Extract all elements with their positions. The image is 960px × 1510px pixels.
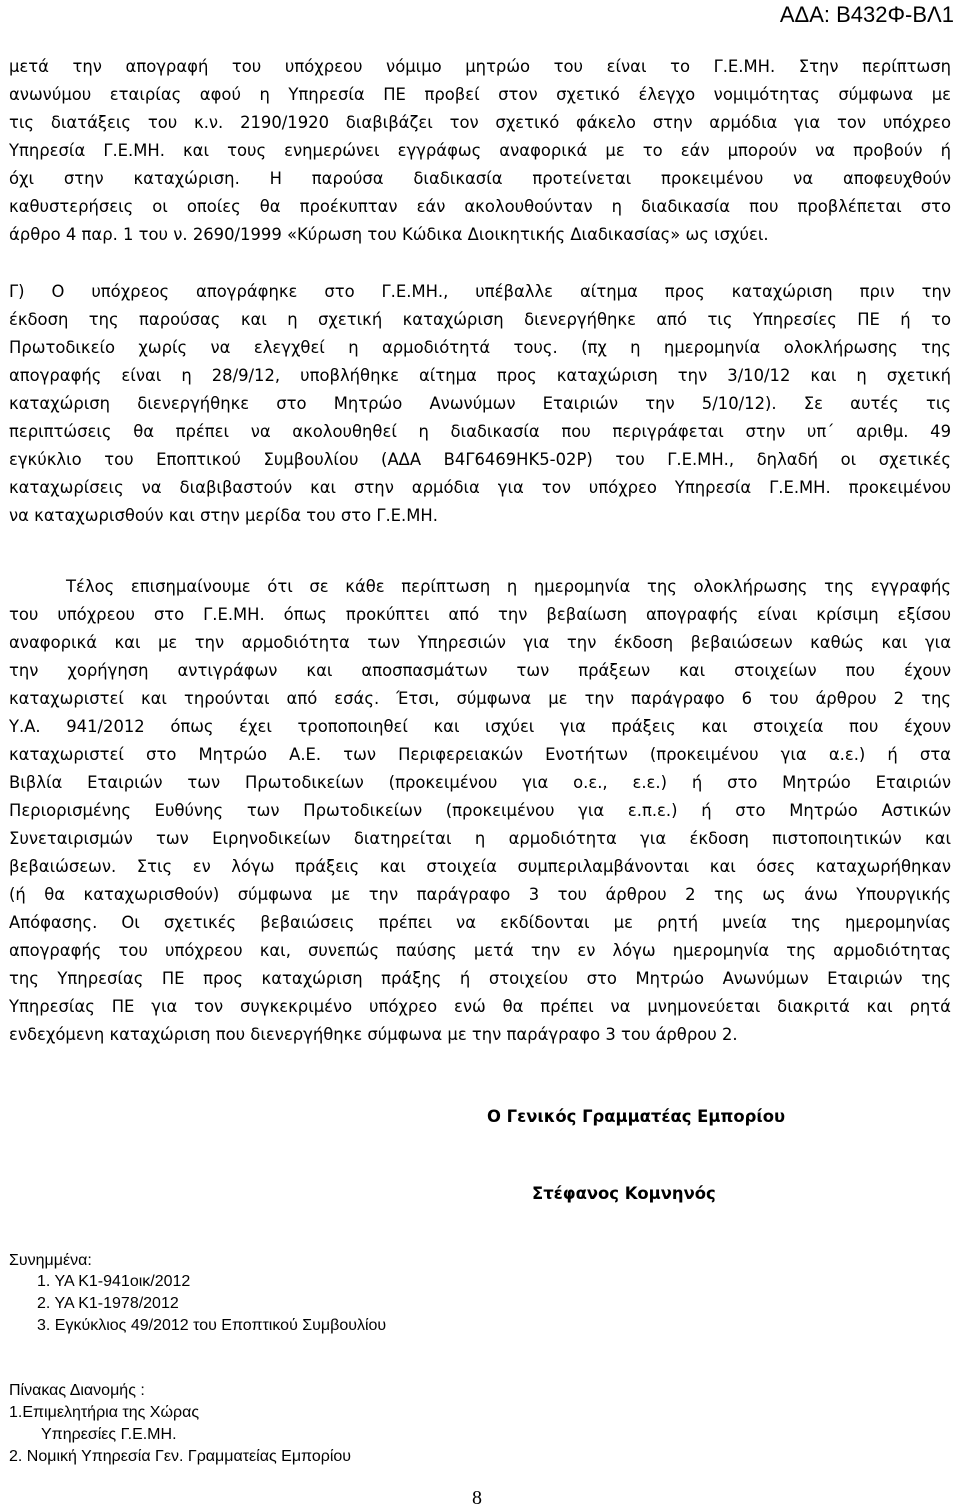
paragraph-line: της Υπηρεσίας ΠΕ προς καταχώριση πράξης ή στοιχείου στο Μητρώο Ανωνύμων Εταιριών της [9,969,951,988]
paragraph-line: όχι στην καταχώριση. Η παρούσα διαδικασία προτείνεται προκειμένου να αποφευχθούν [9,169,951,188]
paragraph-line: Απόφασης. Οι σχετικές βεβαιώσεις πρέπει να εκδίδονται με ρητή μνεία της ημερομηνίας [9,913,951,932]
paragraph-line: μετά την απογραφή του υπόχρεου νόμιμο μητρώο του είναι το Γ.Ε.ΜΗ. Στην περίπτωση [9,57,951,76]
paragraph-line: αναφορικά και με την αρμοδιότητα των Υπηρεσιών για την έκδοση βεβαιώσεων καθώς και για [9,633,951,652]
paragraph-line: την χορήγηση αντιγράφων και αποσπασμάτων των πράξεων και στοιχείων που έχουν [9,661,951,680]
paragraph-line: Πρωτοδικείο χωρίς να ελεγχθεί η αρμοδιότητά τους. (πχ η ημερομηνία ολοκλήρωσης της [9,338,951,357]
attachment-item: 3. Εγκύκλιος 49/2012 του Εποπτικού Συμβουλίου [37,1317,387,1334]
paragraph-line: καταχωριστεί στο Μητρώο Α.Ε. των Περιφερειακών Ενοτήτων (προκειμένου για α.ε.) ή στα [9,745,951,764]
paragraph-line: καταχώριση διενεργήθηκε στο Μητρώο Ανωνύμων Εταιριών την 5/10/12). Σε αυτές τις [9,394,951,413]
paragraph-line: καταχωριστεί και τηρούνται από εσάς. Έτσι, σύμφωνα με την παράγραφο 6 του άρθρου 2 της [9,689,951,708]
page-number: 8 [472,1487,482,1509]
ada-code: ΑΔΑ: Β432Φ-ΒΛ1 [779,2,954,27]
paragraph-line: ενδεχόμενη καταχώριση που διενεργήθηκε σύμφωνα με την παράγραφο 3 του άρθρου 2. [9,1025,738,1044]
paragraph-line: καταχωρίσεις να διαβιβαστούν και στην αρμόδια για τον υπόχρεο Υπηρεσία Γ.Ε.ΜΗ. προκειμένου [9,478,951,497]
attachments-title: Συνημμένα: [9,1252,92,1269]
signatory-title: Ο Γενικός Γραμματέας Εμπορίου [487,1107,786,1126]
paragraph-line: καθυστερήσεις οι οποίες θα προέκυπταν εάν ακολουθούνταν η διαδικασία που προβλέπεται στο [9,197,951,216]
signatory-name: Στέφανος Κομνηνός [532,1184,716,1203]
paragraph-line: άρθρο 4 παρ. 1 του ν. 2690/1999 «Κύρωση του Κώδικα Διοικητικής Διαδικασίας» ως ισχύει. [9,225,769,244]
distribution-item: 1.Επιμελητήρια της Χώρας [9,1404,200,1421]
attachment-item: 2. ΥΑ Κ1-1978/2012 [37,1295,179,1312]
paragraph-line: τις διατάξεις του κ.ν. 2190/1920 διαβιβάζει τον σχετικό φάκελο στην αρμόδια για τον υπόχρεο [9,113,951,132]
paragraph-line: Υ.Α. 941/2012 όπως έχει τροποποιηθεί και ισχύει για πράξεις και στοιχεία που έχουν [9,717,951,736]
paragraph-line: Τέλος επισημαίνουμε ότι σε κάθε περίπτωση η ημερομηνία της ολοκλήρωσης της εγγραφής [66,577,951,596]
distribution-title: Πίνακας Διανομής : [9,1382,145,1399]
paragraph-line: Γ) Ο υπόχρεος απογράφηκε στο Γ.Ε.ΜΗ., υπέβαλλε αίτημα προς καταχώριση πριν την [9,282,951,301]
paragraph-line: του υπόχρεου στο Γ.Ε.ΜΗ. όπως προκύπτει από την βεβαίωση απογραφής είναι κρίσιμη εξίσου [9,605,951,624]
paragraph-line: Υπηρεσία Γ.Ε.ΜΗ. και τους ενημερώνει εγγράφως αναφορικά με το εάν μπορούν να προβούν ή [9,141,951,160]
paragraph-line: Περιορισμένης Ευθύνης των Πρωτοδικείων (προκειμένου για ε.π.ε.) ή στο Μητρώο Αστικών [9,801,951,820]
paragraph-line: βεβαιώσεων. Στις εν λόγω πράξεις και στοιχεία συμπεριλαμβάνονται και όσες καταχωρήθηκαν [9,857,951,876]
paragraph-line: να καταχωρισθούν και στην μερίδα του στο Γ.Ε.ΜΗ. [9,506,438,525]
attachment-item: 1. ΥΑ Κ1-941οικ/2012 [37,1273,191,1290]
paragraph-line: περιπτώσεις θα πρέπει να ακολουθηθεί η διαδικασία που περιγράφεται στην υπ΄ αριθμ. 49 [9,422,951,441]
paragraph-line: απογραφής του υπόχρεου και, συνεπώς παύσης μετά την εν λόγω ημερομηνία της αρμοδιότητας [9,941,951,960]
paragraph-line: Βιβλία Εταιριών των Πρωτοδικείων (προκειμένου για ο.ε., ε.ε.) ή στο Μητρώο Εταιριών [9,773,951,792]
paragraph-line: ανωνύμου εταιρίας αφού η Υπηρεσία ΠΕ προβεί στον σχετικό έλεγχο νομιμότητας σύμφωνα με [9,85,951,104]
paragraph-line: (ή θα καταχωρισθούν) σύμφωνα με την παράγραφο 3 του άρθρου 2 της ως άνω Υπουργικής [9,885,951,904]
paragraph-line: εγκύκλιο του Εποπτικού Συμβουλίου (ΑΔΑ Β4Γ6469ΗΚ5-02Ρ) του Γ.Ε.ΜΗ., δηλαδή οι σχετικές [9,450,951,469]
distribution-item: 2. Νομική Υπηρεσία Γεν. Γραμματείας Εμπορίου [9,1448,352,1465]
paragraph-line: έκδοση της παρούσας και η σχετική καταχώριση διενεργήθηκε από τις Υπηρεσίες ΠΕ ή το [9,310,951,329]
paragraph-line: Συνεταιρισμών των Ειρηνοδικείων διατηρείται η αρμοδιότητα για έκδοση πιστοποιητικών και [9,829,951,848]
paragraph-line: Υπηρεσίας ΠΕ για τον συγκεκριμένο υπόχρεο ενώ θα πρέπει να μνημονεύεται διακριτά και ρητά [9,997,951,1016]
paragraph-line: απογραφής είναι η 28/9/12, υποβλήθηκε αίτημα προς καταχώριση την 3/10/12 και η σχετική [9,366,951,385]
distribution-item: Υπηρεσίες Γ.Ε.ΜΗ. [41,1426,177,1443]
